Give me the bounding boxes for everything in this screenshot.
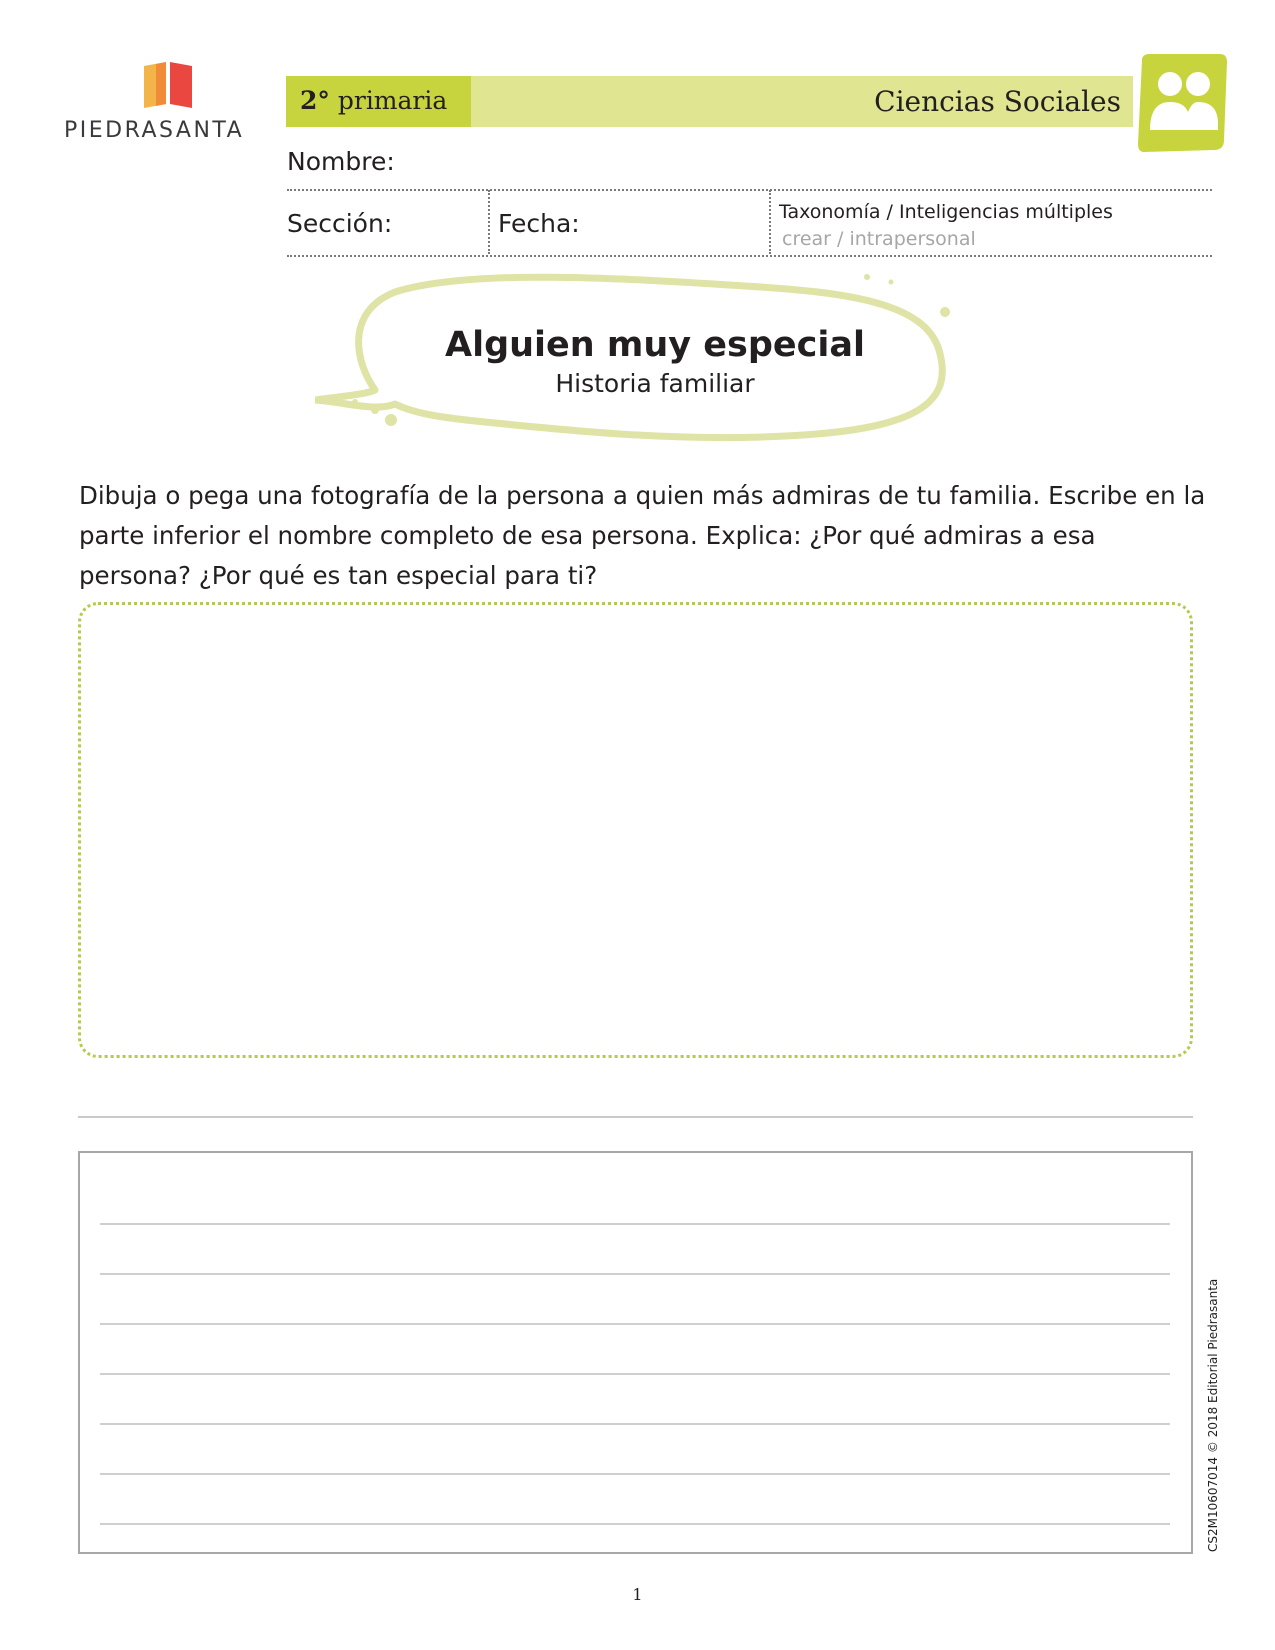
taxonomy-label: Taxonomía / Inteligencias múltiples	[779, 201, 1113, 223]
grade-word: primaria	[337, 86, 448, 115]
drawing-area[interactable]	[78, 602, 1193, 1058]
full-name-line[interactable]	[78, 1116, 1193, 1118]
name-field-label: Nombre:	[287, 147, 395, 176]
writing-line[interactable]	[100, 1373, 1170, 1375]
writing-line[interactable]	[100, 1323, 1170, 1325]
publisher-logo	[64, 58, 264, 148]
writing-line[interactable]	[100, 1523, 1170, 1525]
section-date-line	[287, 255, 1212, 257]
writing-line[interactable]	[100, 1473, 1170, 1475]
writing-box[interactable]	[78, 1151, 1193, 1554]
grade-label	[300, 86, 447, 115]
activity-subtitle: Historia familiar	[555, 369, 755, 398]
writing-line[interactable]	[100, 1273, 1170, 1275]
activity-instructions: Dibuja o pega una fotografía de la persona a quien más admiras de tu familia. Escribe en la parte inferior el nombre completo de esa persona. Explica: ¿Por qué admiras a esa persona? ¿Por qué es tan especial para ti?	[79, 481, 1206, 590]
open-book-icon	[142, 60, 194, 110]
publisher-name: PIEDRASANTA	[64, 118, 245, 143]
grade-number: 2°	[300, 86, 330, 115]
subject-title: Ciencias Sociales	[874, 85, 1121, 118]
activity-title: Alguien muy especial	[445, 325, 865, 365]
field-divider	[488, 190, 490, 254]
writing-line[interactable]	[100, 1423, 1170, 1425]
page-number: 1	[632, 1585, 643, 1604]
people-icon	[1134, 52, 1229, 156]
date-field-label: Fecha:	[498, 209, 580, 238]
grade-badge	[286, 76, 471, 127]
copyright-code: CS2M10607014 © 2018 Editorial Piedrasanta	[1206, 1278, 1220, 1552]
writing-line[interactable]	[100, 1223, 1170, 1225]
name-field-line[interactable]	[287, 189, 1212, 191]
field-divider	[769, 190, 771, 254]
section-field-label: Sección:	[287, 209, 393, 238]
subject-band	[471, 76, 1133, 127]
taxonomy-value: crear / intrapersonal	[782, 228, 976, 250]
